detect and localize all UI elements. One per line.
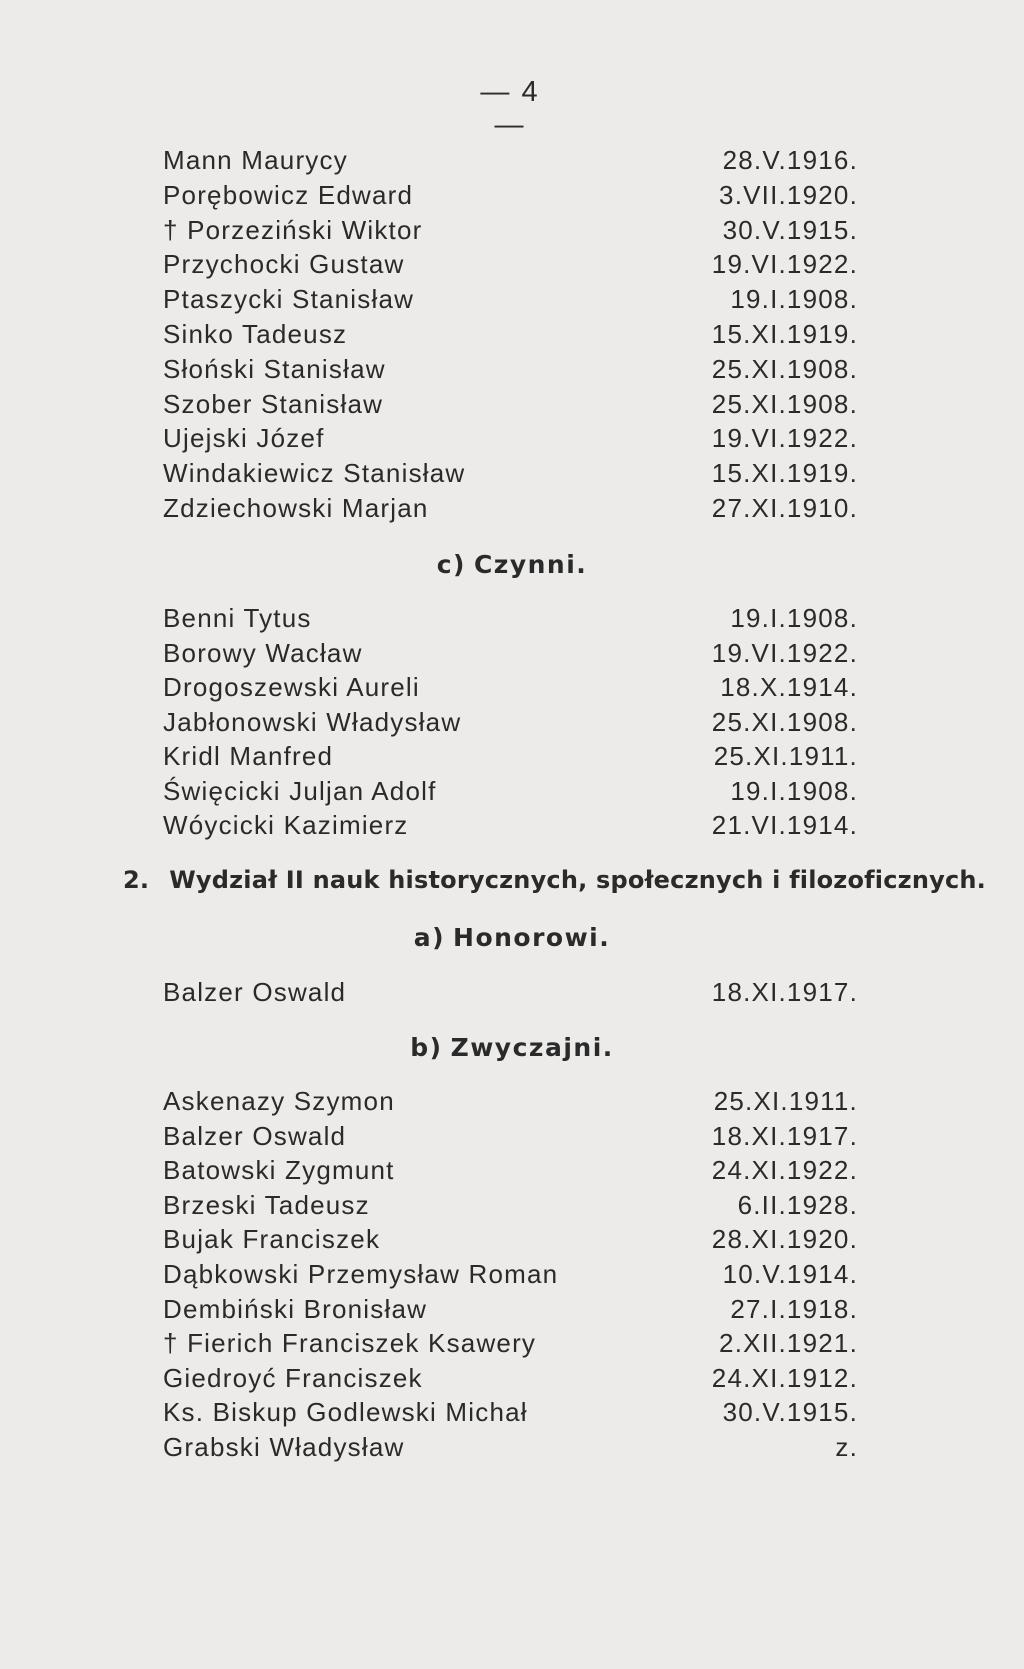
- member-row: [163, 215, 858, 246]
- election-date: 19.I.1908.: [730, 284, 858, 315]
- member-name: Kridl Manfred: [163, 741, 334, 771]
- member-name: Windakiewicz Stanisław: [163, 458, 466, 489]
- member-row: [163, 354, 858, 385]
- member-name: Porębowicz Edward: [163, 179, 414, 210]
- member-name: Giedroyć Franciszek: [163, 1362, 423, 1393]
- election-date: 18.XI.1917.: [711, 1120, 858, 1151]
- member-name: Ks. Biskup Godlewski Michał: [163, 1397, 528, 1428]
- section-marker: a): [413, 923, 446, 952]
- election-date: z.: [835, 1432, 858, 1462]
- member-row: [163, 741, 858, 772]
- member-row: [163, 638, 858, 669]
- election-date: 6.II.1928.: [737, 1189, 858, 1220]
- member-row: [163, 1224, 858, 1255]
- member-name: Drogoszewski Aureli: [163, 672, 420, 702]
- member-row: [163, 1432, 858, 1463]
- member-name: † Porzeziński Wiktor: [163, 214, 423, 245]
- section-header-zwyczajni: [0, 1033, 1024, 1062]
- member-name: Grabski Władysław: [163, 1432, 405, 1462]
- member-row: [163, 319, 858, 350]
- election-date: 25.XI.1911.: [713, 1086, 858, 1116]
- member-name: Dąbkowski Przemysław Roman: [163, 1259, 559, 1289]
- election-date: 25.XI.1908.: [711, 706, 858, 737]
- member-name: Przychocki Gustaw: [163, 249, 405, 280]
- election-date: 25.XI.1908.: [711, 353, 858, 384]
- election-date: 25.XI.1911.: [713, 741, 858, 771]
- division-title: Wydział II nauk historycznych, społecznych i filozoficznych.: [169, 866, 986, 894]
- election-date: 27.XI.1910.: [711, 493, 858, 523]
- section-header-honorowi: [0, 923, 1024, 952]
- member-row: [163, 1086, 858, 1117]
- member-name: † Fierich Franciszek Ksawery: [163, 1328, 537, 1359]
- election-date: 15.XI.1919.: [711, 319, 858, 349]
- page-number: — 4 —: [480, 76, 540, 141]
- member-name: Święcicki Juljan Adolf: [163, 775, 437, 806]
- election-date: 24.XI.1912.: [711, 1362, 858, 1393]
- election-date: 27.I.1918.: [730, 1293, 858, 1324]
- member-row: [163, 493, 858, 524]
- member-row: [163, 1259, 858, 1290]
- section-title: Zwyczajni.: [450, 1033, 614, 1062]
- member-name: Słoński Stanisław: [163, 353, 386, 384]
- election-date: 30.V.1915.: [722, 214, 858, 245]
- election-date: 21.VI.1914.: [711, 810, 858, 840]
- member-name: Dembiński Bronisław: [163, 1293, 428, 1324]
- member-name: Batowski Zygmunt: [163, 1155, 395, 1186]
- section-marker: b): [410, 1033, 443, 1062]
- election-date: 10.V.1914.: [722, 1259, 858, 1289]
- election-date: 3.VII.1920.: [719, 179, 858, 210]
- member-name: Askenazy Szymon: [163, 1086, 395, 1116]
- election-date: 30.V.1915.: [722, 1397, 858, 1428]
- election-date: 19.I.1908.: [730, 775, 858, 806]
- election-date: 18.X.1914.: [720, 672, 858, 702]
- member-row: [163, 423, 858, 454]
- member-name: Benni Tytus: [163, 603, 312, 633]
- member-name: Bujak Franciszek: [163, 1224, 381, 1255]
- election-date: 18.XI.1917.: [711, 977, 858, 1007]
- member-row: [163, 284, 858, 315]
- section-marker: c): [436, 550, 466, 579]
- member-row: [163, 249, 858, 280]
- member-row: [163, 1294, 858, 1325]
- member-row: [163, 389, 858, 420]
- member-name: Borowy Wacław: [163, 637, 363, 668]
- member-row: [163, 458, 858, 489]
- section-header-czynni: [0, 550, 1024, 579]
- member-name: Szober Stanisław: [163, 388, 384, 419]
- member-name: Balzer Oswald: [163, 977, 347, 1007]
- member-name: Mann Maurycy: [163, 145, 348, 175]
- election-date: 19.VI.1922.: [711, 423, 858, 454]
- election-date: 19.VI.1922.: [711, 637, 858, 668]
- member-name: Ptaszycki Stanisław: [163, 284, 415, 315]
- election-date: 28.XI.1920.: [711, 1224, 858, 1255]
- member-row: [163, 603, 858, 634]
- member-row: [163, 707, 858, 738]
- section-title: Czynni.: [473, 550, 588, 579]
- election-date: 15.XI.1919.: [711, 458, 858, 489]
- member-row: [163, 145, 858, 176]
- member-name: Sinko Tadeusz: [163, 319, 348, 349]
- member-row: [163, 1363, 858, 1394]
- member-row: [163, 1328, 858, 1359]
- division-number: 2.: [123, 866, 150, 894]
- election-date: 19.VI.1922.: [711, 249, 858, 280]
- member-row: [163, 180, 858, 211]
- member-name: Ujejski Józef: [163, 423, 325, 454]
- member-row: [163, 1397, 858, 1428]
- member-row: [163, 1121, 858, 1152]
- election-date: 25.XI.1908.: [711, 388, 858, 419]
- member-row: [163, 1190, 858, 1221]
- member-name: Jabłonowski Władysław: [163, 706, 462, 737]
- member-name: Wóycicki Kazimierz: [163, 810, 409, 840]
- election-date: 28.V.1916.: [722, 145, 858, 175]
- section-title: Honorowi.: [453, 923, 611, 952]
- member-name: Balzer Oswald: [163, 1120, 347, 1151]
- member-name: Brzeski Tadeusz: [163, 1189, 370, 1220]
- member-row: [163, 810, 858, 841]
- election-date: 24.XI.1922.: [711, 1155, 858, 1186]
- member-row: [163, 1155, 858, 1186]
- member-row: [163, 977, 858, 1008]
- member-row: [163, 672, 858, 703]
- member-name: Zdziechowski Marjan: [163, 493, 429, 523]
- election-date: 19.I.1908.: [730, 603, 858, 633]
- division-heading: [123, 866, 986, 894]
- election-date: 2.XII.1921.: [719, 1328, 858, 1359]
- member-row: [163, 776, 858, 807]
